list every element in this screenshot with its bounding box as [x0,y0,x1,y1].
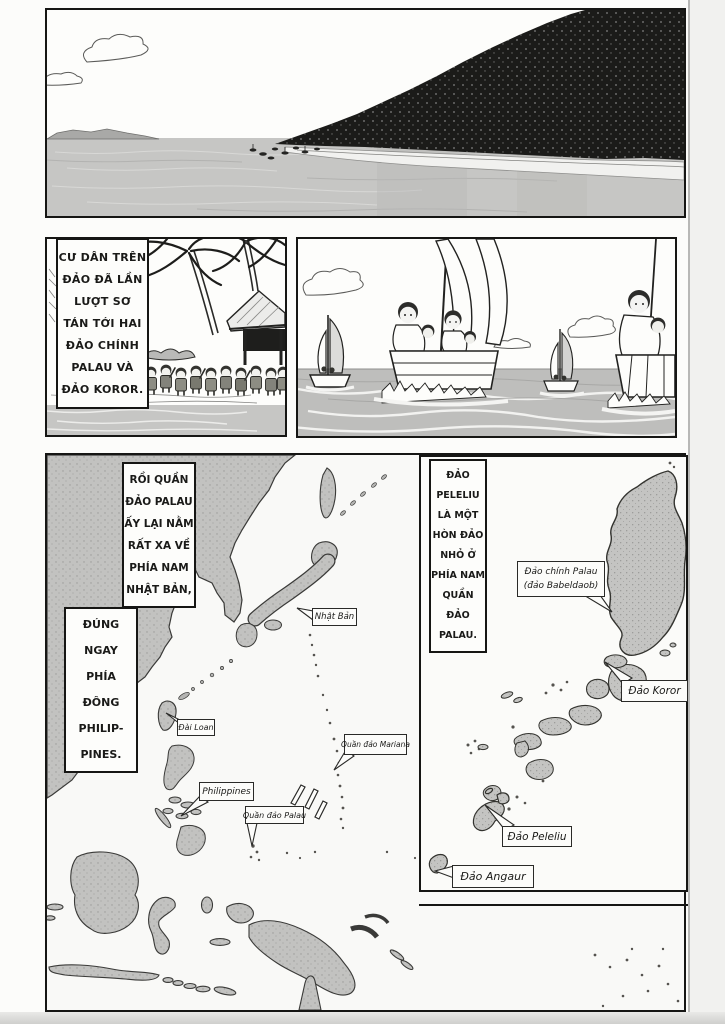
caption-line: ĐÚNG [82,618,120,631]
caption-line: NHỎ Ở [440,550,476,561]
map-label-mariana [341,734,410,755]
caption-line: RẤT XA VỀ [127,540,191,552]
caption-line: PELELIU [436,490,480,501]
caption-line: ĐẢO CHÍNH [65,338,140,352]
caption-line: CƯ DÂN TRÊN [58,250,147,264]
caption-line: LÀ MỘT [437,510,479,521]
caption-line: NGAY [84,644,118,657]
caption-line: PALAU VÀ [71,360,134,374]
caption-line: HÒN ĐẢO [432,530,484,541]
caption-line: RỒI QUẦN [129,474,189,486]
map-label-text: Nhật Bản [314,612,355,622]
caption-line: ẤY LẠI NẰM [124,518,194,530]
caption-line: LƯỢT SƠ [74,294,131,308]
map-label-peleliu [502,826,572,847]
map-label-angaur [452,865,534,888]
map-label-koror [621,680,688,702]
map-label-japan [312,608,357,626]
map-label-text: Quần đảo Mariana [341,740,410,749]
caption-line: PHÍA NAM [129,562,189,574]
inset-palau-map [419,455,688,892]
caption-line: QUẦN [442,590,474,601]
inset-border-shadow [419,904,688,906]
shikoku [265,620,282,630]
caption-line: ĐẢO ĐÃ LẦN [62,272,143,286]
panel-ocean-scene [45,8,686,218]
map-label-text: Đảo chính Palau [524,567,598,577]
map-label-taiwan [177,719,215,736]
caption-line: PHILIP- [78,722,124,735]
caption-line: ĐẢO KOROR. [61,382,144,396]
map-label-text: Đảo Peleliu [507,830,567,843]
caption-line: PINES. [80,748,122,761]
caption-line: ĐẢO [446,470,470,481]
page-scan-edge-right [690,0,725,1024]
caption-line: TÁN TỚI HAI [63,316,142,330]
caption-line: NHẬT BẢN, [126,584,192,596]
panel-boats-scene [296,237,677,438]
page-scan-edge-line [688,0,690,1024]
map-label-palau [242,806,307,824]
caption-peleliu [429,459,487,653]
caption-line: ĐẢO PALAU [125,496,193,508]
map-label-text: (đảo Babeldaob) [523,581,599,591]
caption-palau-location [122,462,196,608]
caption-line: ĐÔNG [82,696,120,709]
map-label-text: Đảo Koror [628,685,681,697]
caption-line: PHÍA NAM [431,570,485,581]
page-scan-edge-bottom [0,1012,725,1024]
ocean-scene-art [47,10,684,216]
map-label-philippines [199,782,254,801]
caption-line: ĐẢO [446,610,470,621]
map-label-text: Philippines [202,786,251,797]
kyushu [236,623,257,646]
map-label-text: Quần đảo Palau [242,810,307,820]
map-label-babeldaob [517,561,605,597]
boats-scene-art [298,239,675,436]
caption-line: PALAU. [439,630,477,641]
caption-evacuation [56,238,149,409]
panel-map [45,453,686,1012]
caption-east-of-philippines [64,607,138,773]
caption-line: PHÍA [86,670,116,683]
map-label-text: Đài Loan [178,723,214,732]
map-label-text: Đảo Angaur [460,870,526,883]
